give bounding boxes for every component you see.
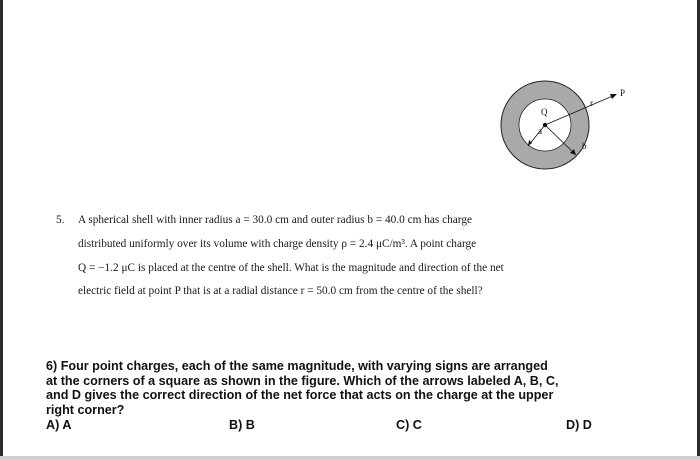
question-5-line-4: electric field at point P that is at a radial distance r = 50.0 cm from the centre of the shell? [78,285,483,297]
spherical-shell-figure [490,70,650,190]
label-p: P [620,88,626,98]
label-b: b [582,141,587,151]
option-d[interactable]: D) D [566,418,592,432]
label-q: Q [541,107,548,117]
left-edge-border [0,0,3,459]
label-a: a [538,126,542,136]
question-6 [46,359,646,417]
option-c[interactable]: C) C [396,418,422,432]
option-a[interactable]: A) A [46,418,72,432]
question-6-line-2: at the corners of a square as shown in the figure. Which of the arrows labeled A, B, C, [46,373,559,388]
answer-options [46,418,646,434]
question-6-line-3: and D gives the correct direction of the net force that acts on the charge at the upper [46,388,554,403]
question-6-line-4: right corner? [46,402,125,417]
question-5-line-1: A spherical shell with inner radius a = 30.0 cm and outer radius b = 40.0 cm has charge [78,214,473,226]
option-b[interactable]: B) B [229,418,255,432]
radius-r-arrowhead [610,94,617,99]
question-5-line-2: distributed uniformly over its volume with charge density ρ = 2.4 μC/m³. A point charge [78,238,477,250]
question-6-line-1: 6) Four point charges, each of the same magnitude, with varying signs are arranged [46,359,548,373]
question-5-line-3: Q = −1.2 μC is placed at the centre of the shell. What is the magnitude and direction of the net [78,262,504,274]
question-5-number: 5. [56,214,65,226]
label-r: r [590,98,593,108]
